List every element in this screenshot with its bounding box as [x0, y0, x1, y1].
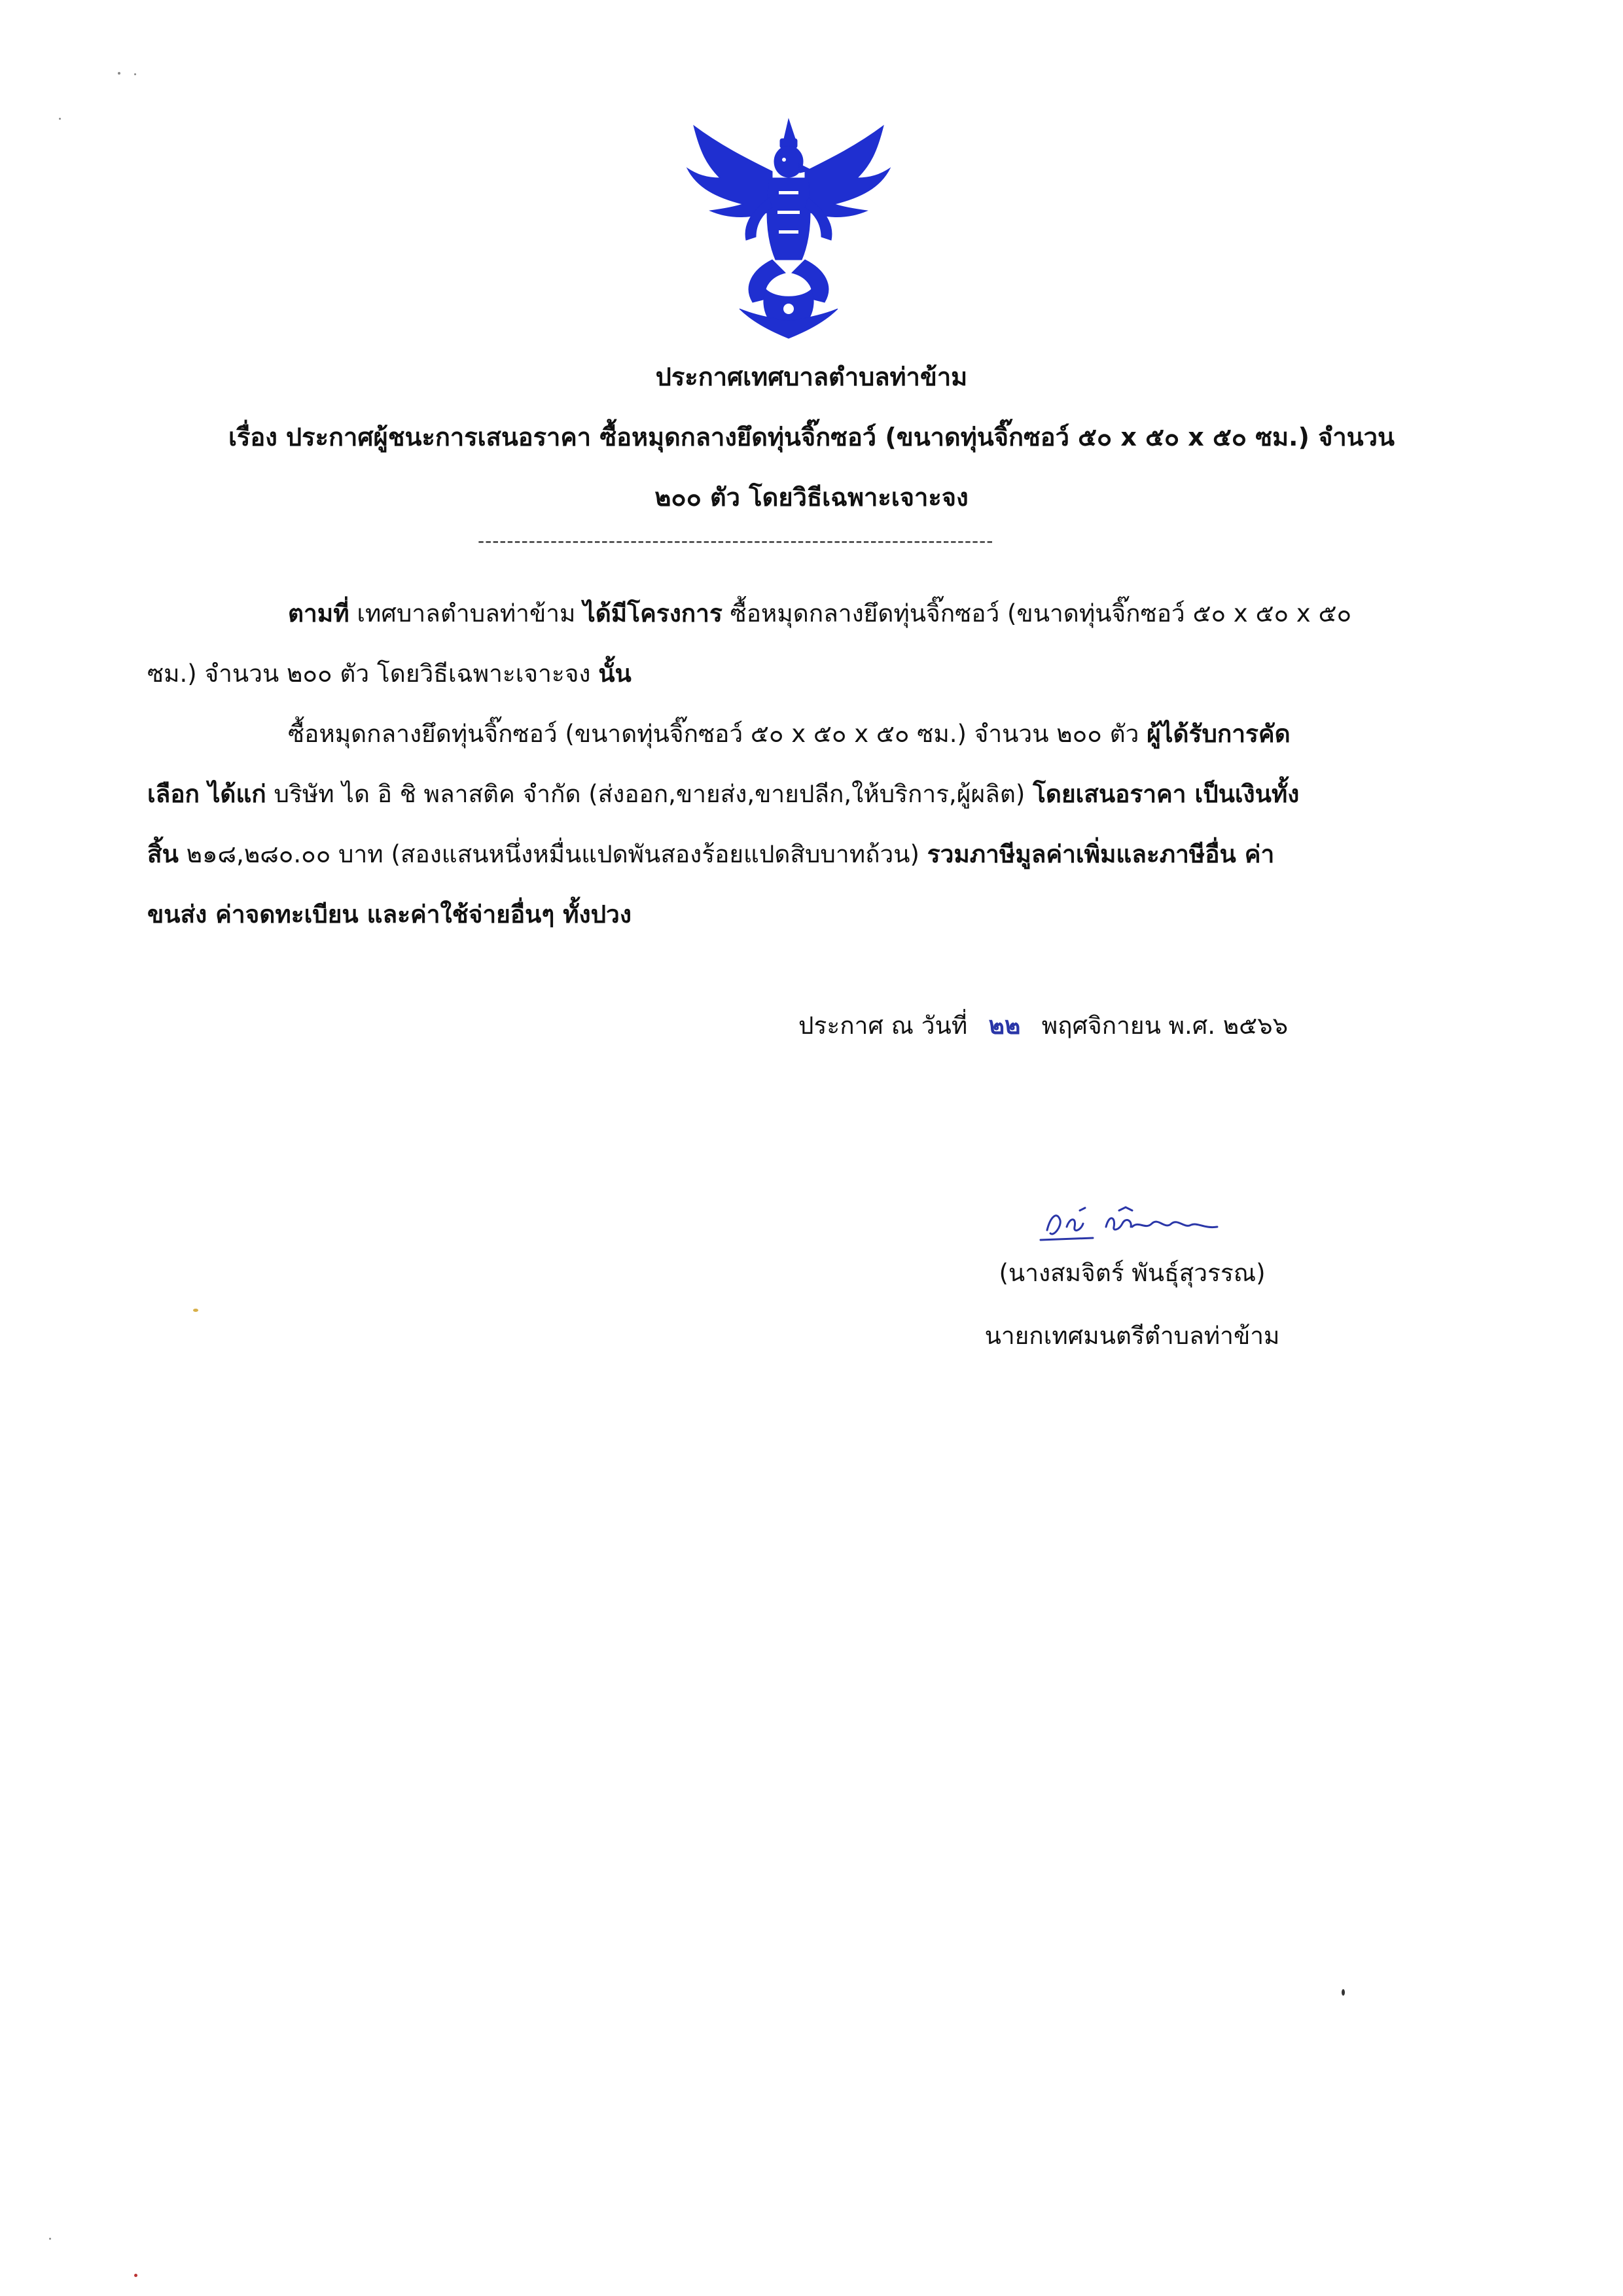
date-prefix: ประกาศ ณ วันที่ [798, 1012, 968, 1040]
scan-speck [134, 73, 136, 75]
date-month-year: พฤศจิกายน พ.ศ. ๒๕๖๖ [1041, 1012, 1289, 1040]
paragraph-2-line-2-vendor: บริษัท ได อิ ชิ พลาสติค จำกัด (ส่งออก,ขายส่ง,ขายปลีก,ให้บริการ,ผู้ผลิต) [266, 780, 1033, 808]
paragraph-2-line-3-bold-2: รวมภาษีมูลค่าเพิ่มและภาษีอื่น ค่า [927, 840, 1275, 868]
scan-speck [134, 2274, 137, 2277]
paragraph-2-line-2 [147, 764, 1299, 824]
paragraph-1-org: เทศบาลตำบลท่าข้าม [349, 599, 584, 627]
paragraph-2-line-3-bold-1: สิ้น [147, 840, 179, 868]
paragraph-2-line-2-bold-2: โดยเสนอราคา เป็นเงินทั้ง [1033, 780, 1300, 808]
paragraph-1-line-1 [288, 584, 1351, 644]
announcement-date [798, 996, 1288, 1056]
scan-speck [59, 118, 61, 120]
date-day: ๒๒ [988, 1012, 1021, 1040]
paragraph-2-line-1 [288, 704, 1291, 764]
paragraph-2-line-4-bold: ขนส่ง ค่าจดทะเบียน และค่าใช้จ่ายอื่นๆ ทั้งปวง [147, 900, 632, 928]
paragraph-1-line-2-text: ซม.) จำนวน ๒๐๐ ตัว โดยวิธีเฉพาะเจาะจง [147, 660, 599, 688]
scan-speck [193, 1309, 198, 1312]
scan-speck [1342, 1989, 1345, 1996]
subject-line-2: ๒๐๐ ตัว โดยวิธีเฉพาะเจาะจง [654, 483, 969, 512]
signer-name: (นางสมจิตร์ พันธุ์สุวรรณ) [999, 1259, 1266, 1287]
scan-speck [118, 72, 120, 75]
paragraph-2-line-1-bold: ผู้ได้รับการคัด [1147, 720, 1291, 748]
paragraph-1-line-2 [147, 644, 632, 704]
scan-speck [49, 2238, 51, 2240]
paragraph-2-line-1-text: ซื้อหมุดกลางยึดทุ่นจิ๊กซอว์ (ขนาดทุ่นจิ๊กซอว์ ๕๐ x ๕๐ x ๕๐ ซม.) จำนวน ๒๐๐ ตัว [288, 720, 1147, 748]
paragraph-2-line-2-bold-1: เลือก ได้แก่ [147, 780, 266, 808]
paragraph-1-bold: ได้มีโครงการ [583, 599, 722, 627]
divider: ----------------------------------------------------------------------- [478, 530, 994, 552]
paragraph-2-line-3-amount: ๒๑๘,๒๘๐.๐๐ บาท (สองแสนหนึ่งหมื่นแปดพันสองร้อยแปดสิบบาทถ้วน) [178, 840, 927, 868]
paragraph-1-rest: ซื้อหมุดกลางยึดทุ่นจิ๊กซอว์ (ขนาดทุ่นจิ๊กซอว์ ๕๐ x ๕๐ x ๕๐ [722, 599, 1352, 627]
paragraph-1-prefix: ตามที่ [288, 599, 349, 627]
announcement-title: ประกาศเทศบาลตำบลท่าข้าม [655, 362, 968, 391]
subject-line-1: เรื่อง ประกาศผู้ชนะการเสนอราคา ซื้อหมุดกลางยึดทุ่นจิ๊กซอว์ (ขนาดทุ่นจิ๊กซอว์ ๕๐ x ๕๐ x ๕๐ ซม.) จำนวน [228, 423, 1395, 451]
paragraph-2-line-3 [147, 824, 1274, 885]
garuda-emblem-icon [681, 113, 897, 342]
signer-position: นายกเทศมนตรีตำบลท่าข้าม [984, 1322, 1280, 1350]
paragraph-1-line-2-bold: นั้น [598, 660, 632, 688]
paragraph-2-line-4 [147, 885, 632, 945]
